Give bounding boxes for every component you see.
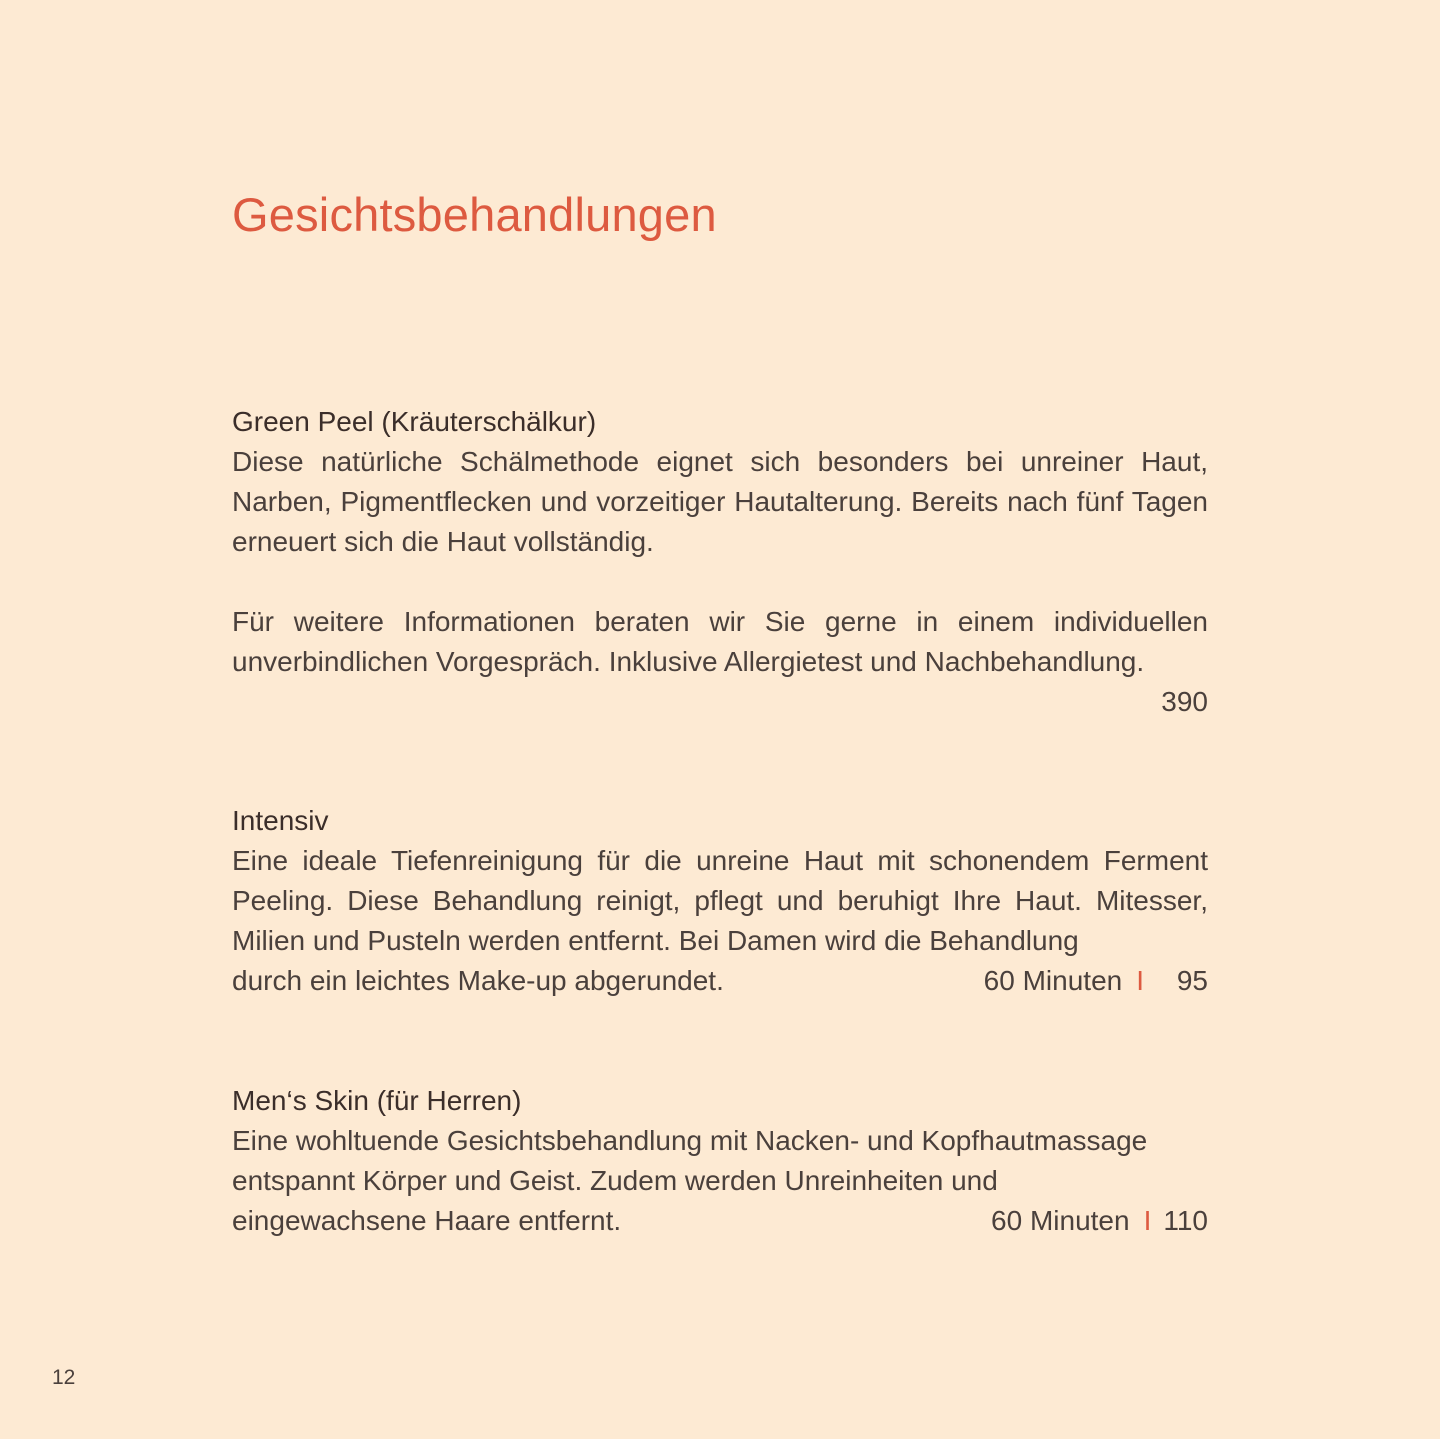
treatment-description: Diese natürliche Schälmethode eignet sich besonders bei unreiner Haut, Narben, Pigmentflecken und vorzeitiger Hautalterung. Bereits nach fünf Tagen erneuert sich die Haut vollständig. [232, 446, 1208, 557]
treatment-last-line [232, 1201, 1208, 1241]
treatment-duration: 60 Minuten [991, 1205, 1130, 1236]
treatment-mens-skin [232, 1081, 1208, 1241]
treatment-green-peel [232, 402, 1208, 722]
treatment-description: Eine ideale Tiefenreinigung für die unreine Haut mit schonendem Ferment Peeling. Diese Behandlung reinigt, pflegt und beruhigt Ihre Haut. Mitesser, Milien und Pusteln werden entfernt. Bei Damen wird die Behandlung [232, 845, 1208, 956]
treatment-description-line: Eine wohltuende Gesichtsbehandlung mit Nacken- und Kopfhautmassage [232, 1125, 1148, 1156]
treatment-meta [991, 1201, 1208, 1241]
treatment-price: 390 [1161, 686, 1208, 717]
treatment-name: Intensiv [232, 805, 329, 836]
separator: I [1143, 1205, 1152, 1236]
treatment-last-line [232, 961, 1208, 1001]
treatment-description-end: durch ein leichtes Make-up abgerundet. [232, 965, 724, 996]
page-title: Gesichtsbehandlungen [232, 188, 717, 241]
treatment-price: 110 [1163, 1205, 1208, 1236]
treatment-description-end: eingewachsene Haare entfernt. [232, 1205, 622, 1236]
treatment-duration: 60 Minuten [983, 965, 1123, 996]
treatment-price: 95 [1176, 965, 1208, 996]
separator: I [1136, 965, 1144, 996]
treatment-name: Green Peel (Kräuterschälkur) [232, 406, 597, 437]
treatment-intensiv [232, 801, 1208, 1001]
treatment-name: Men‘s Skin (für Herren) [232, 1085, 522, 1116]
treatment-description-line: entspannt Körper und Geist. Zudem werden Unreinheiten und [232, 1165, 998, 1196]
treatment-meta [984, 961, 1208, 1001]
treatment-note: Für weitere Informationen beraten wir Sie gerne in einem individuellen unverbindlichen Vorgespräch. Inklusive Allergietest und Nachbehandlung. [232, 606, 1208, 677]
page-number: 12 [52, 1366, 76, 1389]
